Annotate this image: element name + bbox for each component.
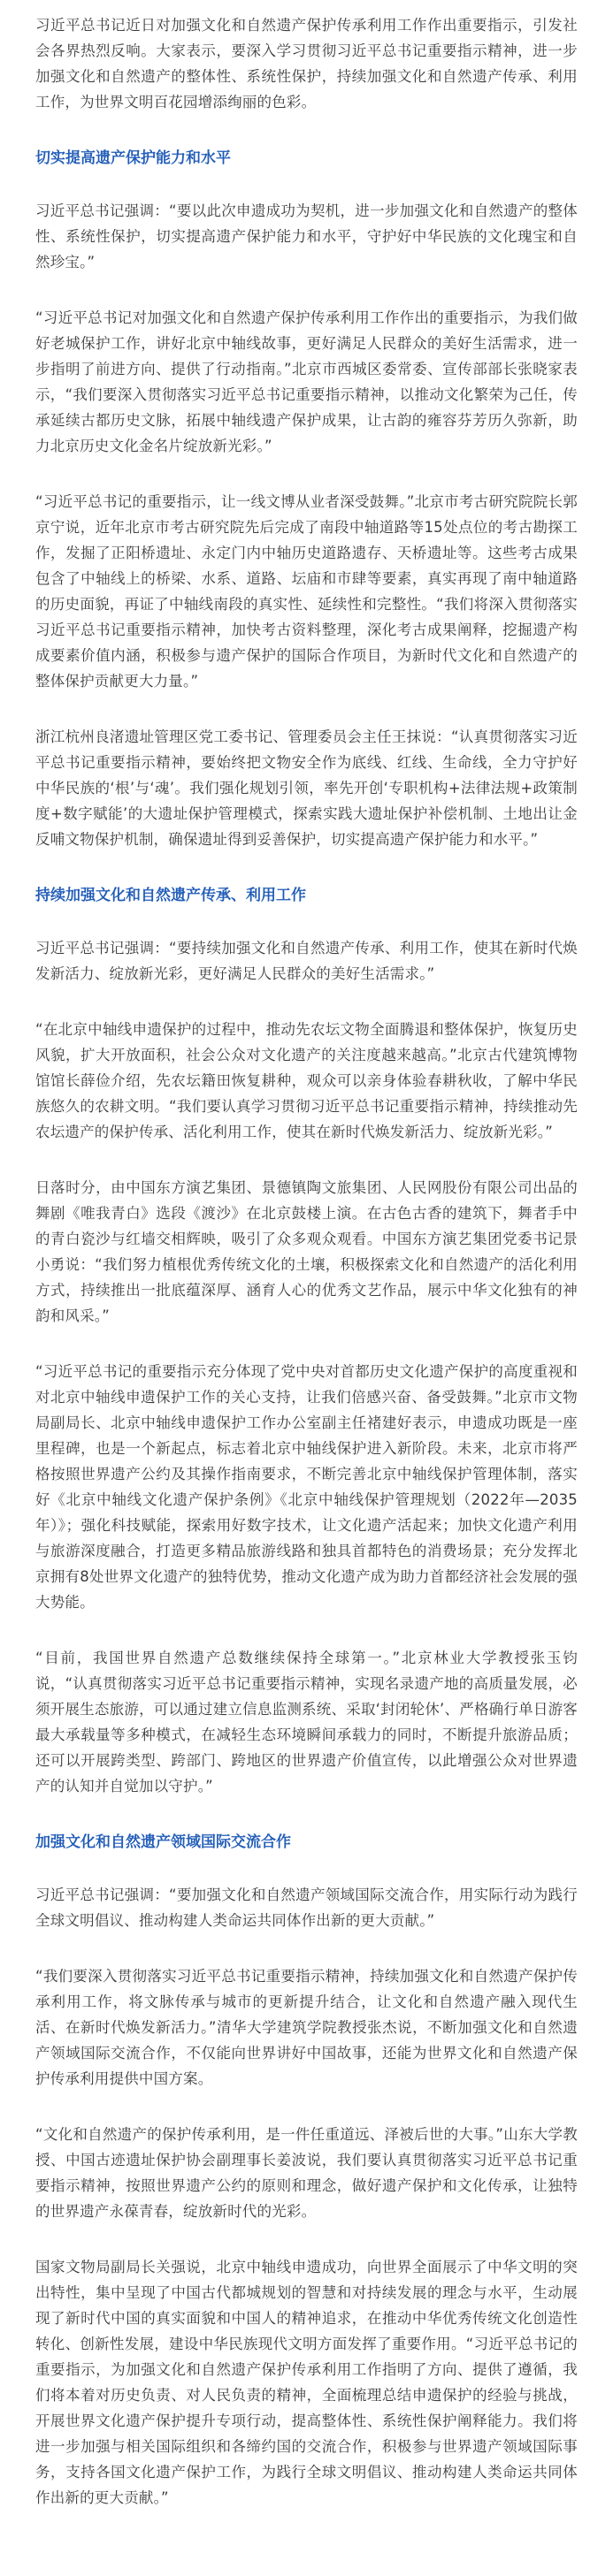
paragraph: “习近平总书记对加强文化和自然遗产保护传承利用工作作出的重要指示，为我们做好老城保护工作，讲好北京中轴线故事，更好满足人民群众的美好生活需求，进一步指明了前进方向、提供了行动指南。”北京市西城区委常委、宣传部部长张晓家表示，“我们要深入贯彻落实习近平总书记重要指示精神，以推动文化繁荣为己任，传承延续古都历史文脉，拓展中轴线遗产保护成果，让古韵的雍容芬芳历久弥新，助力北京历史文化金名片绽放新光彩。” [35,309,578,454]
paragraph: 习近平总书记强调：“要持续加强文化和自然遗产传承、利用工作，使其在新时代焕发新活力、绽放新光彩，更好满足人民群众的美好生活需求。” [35,940,578,982]
paragraph: 国家文物局副局长关强说，北京中轴线申遗成功，向世界全面展示了中华文明的突出特性，集中呈现了中国古代都城规划的智慧和对持续发展的理念与水平，生动展现了新时代中国的真实面貌和中国人的精神追求，在推动中华优秀传统文化创造性转化、创新性发展，建设中华民族现代文明方面发挥了重要作用。“习近平总书记的重要指示，为加强文化和自然遗产保护传承利用工作指明了方向、提供了遵循，我们将本着对历史负责、对人民负责的精神，全面梳理总结申遗保护的经验与挑战，开展世界文化遗产保护提升专项行动，提高整体性、系统性保护阐释能力。我们将进一步加强与相关国际组织和各缔约国的交流合作，积极参与世界遗产领域国际事务，支持各国文化遗产保护工作，为践行全球文明倡议、推动构建人类命运共同体作出新的更大贡献。” [35,2259,578,2506]
paragraph: “在北京中轴线申遗保护的过程中，推动先农坛文物全面腾退和整体保护，恢复历史风貌，扩大开放面积，社会公众对文化遗产的关注度越来越高。”北京古代建筑博物馆馆长薛俭介绍，先农坛籍田恢复耕种，观众可以亲身体验春耕秋收，了解中华民族悠久的农耕文明。“我们要认真学习贯彻习近平总书记重要指示精神，持续推动先农坛遗产的保护传承、活化利用工作，使其在新时代焕发新活力、绽放新光彩。” [35,1021,578,1140]
section-heading: 持续加强文化和自然遗产传承、利用工作 [35,887,306,904]
paragraph: “文化和自然遗产的保护传承利用，是一件任重道远、泽被后世的大事。”山东大学教授、中国古迹遗址保护协会副理事长姜波说，我们要认真贯彻落实习近平总书记重要指示精神，按照世界遗产公约的原则和理念，做好遗产保护和文化传承，让独特的世界遗产永葆青春，绽放新时代的光彩。 [35,2126,578,2220]
paragraph: “目前，我国世界自然遗产总数继续保持全球第一。”北京林业大学教授张玉钧说，“认真贯彻落实习近平总书记重要指示精神，实现名录遗产地的高质量发展，必须开展生态旅游，可以通过建立信息监测系统、采取‘封闭轮休’、严格确行单日游客最大承载量等多种模式，在减轻生态环境瞬间承载力的同时，不断提升旅游品质；还可以开展跨类型、跨部门、跨地区的世界遗产价值宣传，以此增强公众对世界遗产的认知并自觉加以守护。” [35,1650,578,1795]
paragraph: 习近平总书记强调：“要以此次申遗成功为契机，进一步加强文化和自然遗产的整体性、系统性保护，切实提高遗产保护能力和水平，守护好中华民族的文化瑰宝和自然珍宝。” [35,202,578,271]
paragraph: 习近平总书记近日对加强文化和自然遗产保护传承利用工作作出重要指示，引发社会各界热烈反响。大家表示，要深入学习贯彻习近平总书记重要指示精神，进一步加强文化和自然遗产的整体性、系统性保护，持续加强文化和自然遗产传承、利用工作，为世界文明百花园增添绚丽的色彩。 [35,17,578,111]
paragraph: 日落时分，由中国东方演艺集团、景德镇陶文旅集团、人民网股份有限公司出品的舞剧《唯我青白》选段《渡沙》在北京鼓楼上演。在古色古香的建筑下，舞者手中的青白瓷沙与红墙交相辉映，吸引了众多观众观看。中国东方演艺集团党委书记景小勇说：“我们努力植根优秀传统文化的土壤，积极探索文化和自然遗产的活化利用方式，持续推出一批底蕴深厚、涵育人心的优秀文艺作品，展示中华文化独有的神韵和风采。” [35,1179,578,1324]
paragraph: 习近平总书记强调：“要加强文化和自然遗产领域国际交流合作，用实际行动为践行全球文明倡议、推动构建人类命运共同体作出新的更大贡献。” [35,1886,578,1929]
section-heading: 切实提高遗产保护能力和水平 [35,149,231,167]
paragraph: “习近平总书记的重要指示，让一线文博从业者深受鼓舞。”北京市考古研究院院长郭京宁说，近年北京市考古研究院先后完成了南段中轴道路等15处点位的考古勘探工作，发掘了正阳桥遗址、永定门内中轴历史道路遗存、天桥遗址等。这些考古成果包含了中轴线上的桥梁、水系、道路、坛庙和市肆等要素，真实再现了南中轴道路的历史面貌，再证了中轴线南段的真实性、延续性和完整性。“我们将深入贯彻落实习近平总书记重要指示精神，加快考古资料整理，深化考古成果阐释，挖掘遗产构成要素价值内涵，积极参与遗产保护的国际合作项目，为新时代文化和自然遗产的整体保护贡献更大力量。” [35,493,578,690]
paragraph: 浙江杭州良渚遗址管理区党工委书记、管理委员会主任王抹说：“认真贯彻落实习近平总书记重要指示精神，要始终把文物安全作为底线、红线、生命线，全力守护好中华民族的‘根’与‘魂’。我们强化规划引领，率先开创‘专职机构+法律法规+政策制度+数字赋能’的大遗址保护管理模式，探索实践大遗址保护补偿机制、土地出让金反哺文物保护机制，确保遗址得到妥善保护，切实提高遗产保护能力和水平。” [35,728,578,848]
section-heading: 加强文化和自然遗产领域国际交流合作 [35,1833,291,1851]
paragraph: “习近平总书记的重要指示充分体现了党中央对首都历史文化遗产保护的高度重视和对北京中轴线申遗保护工作的关心支持，让我们倍感兴奋、备受鼓舞。”北京市文物局副局长、北京中轴线申遗保护工作办公室副主任褚建好表示，申遗成功既是一座里程碑，也是一个新起点，标志着北京中轴线保护进入新阶段。未来，北京市将严格按照世界遗产公约及其操作指南要求，不断完善北京中轴线保护管理体制，落实好《北京中轴线文化遗产保护条例》《北京中轴线保护管理规划（2022年—2035年）》；强化科技赋能，探索用好数字技术，让文化遗产活起来；加快文化遗产利用与旅游深度融合，打造更多精品旅游线路和独具首都特色的消费场景；充分发挥北京拥有8处世界文化遗产的独特优势，推动文化遗产成为助力首都经济社会发展的强大势能。 [35,1363,578,1611]
paragraph: “我们要深入贯彻落实习近平总书记重要指示精神，持续加强文化和自然遗产保护传承利用工作，将文脉传承与城市的更新提升结合，让文化和自然遗产融入现代生活、在新时代焕发新活力。”清华大学建筑学院教授张杰说，不断加强文化和自然遗产领域国际交流合作，不仅能向世界讲好中国故事，还能为世界文化和自然遗产保护传承利用提供中国方案。 [35,1968,578,2087]
